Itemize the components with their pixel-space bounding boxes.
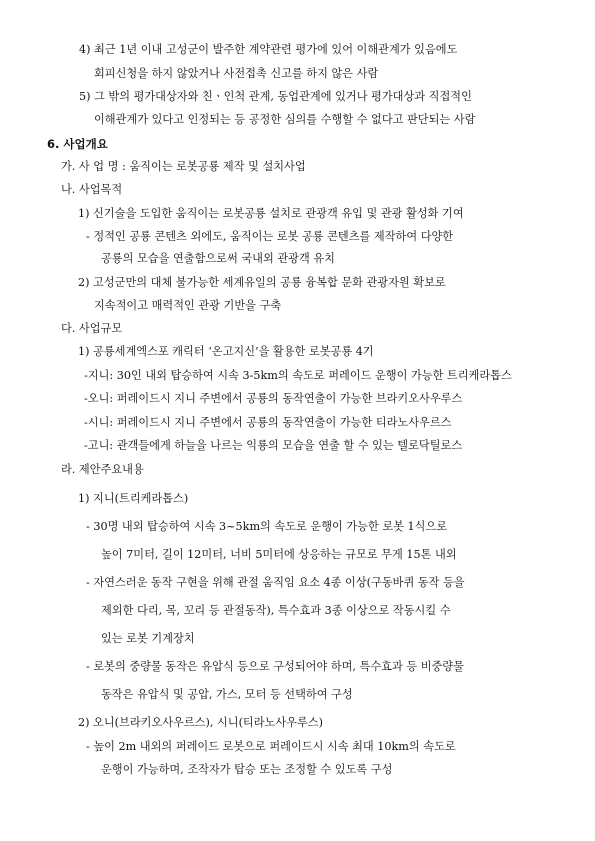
proposal-2-a-line-1: - 높이 2m 내외의 퍼레이드 로봇으로 퍼레이드시 시속 최대 10km의 속도로 <box>86 740 456 753</box>
purpose-1-detail-line-1: - 정적인 공룡 콘텐츠 외에도, 움직이는 로봇 공룡 콘텐츠를 제작하여 다양한 <box>86 230 454 243</box>
scale-sini: -시니: 퍼레이드시 지니 주변에서 공룡의 동작연출이 가능한 티라노사우르스 <box>84 416 452 429</box>
purpose-2-line-1: 2) 고성군만의 대체 불가능한 세계유일의 공룡 융복합 문화 관광자원 확보로 <box>78 276 446 289</box>
section-6-heading: 6. 사업개요 <box>47 137 108 151</box>
purpose-1-detail-line-2: 공룡의 모습을 연출함으로써 국내외 관광객 유치 <box>101 252 335 265</box>
purpose-heading: 나. 사업목적 <box>61 183 123 196</box>
criterion-5-line-2: 이해관계가 있다고 인정되는 등 공정한 심의를 수행할 수 없다고 판단되는 사람 <box>94 113 476 126</box>
proposal-1-b-line-2: 제외한 다리, 목, 꼬리 등 관절동작), 특수효과 3종 이상으로 작동시킬 수 <box>101 604 451 617</box>
purpose-2-line-2: 지속적이고 매력적인 관광 기반을 구축 <box>94 299 282 312</box>
proposal-1-a-line-2: 높이 7미터, 길이 12미터, 너비 5미터에 상응하는 규모로 무게 15톤 내외 <box>101 548 457 561</box>
proposal-2-title: 2) 오니(브라키오사우르스), 시니(티라노사우루스) <box>78 716 323 729</box>
proposal-heading: 라. 제안주요내용 <box>61 463 144 476</box>
proposal-1-c-line-2: 동작은 유압식 및 공압, 가스, 모터 등 선택하여 구성 <box>101 688 353 701</box>
criterion-4-line-1: 4) 최근 1년 이내 고성군이 발주한 계약관련 평가에 있어 이해관계가 있음에도 <box>79 43 458 56</box>
scale-oni: -오니: 퍼레이드시 지니 주변에서 공룡의 동작연출이 가능한 브라키오사우루스 <box>84 392 463 405</box>
criterion-5-line-1: 5) 그 밖의 평가대상자와 친ㆍ인척 관계, 동업관계에 있거나 평가대상과 직접적인 <box>79 90 472 103</box>
proposal-1-b-line-1: - 자연스러운 동작 구현을 위해 관절 움직임 요소 4종 이상(구동바퀴 동작 등을 <box>86 576 465 589</box>
scale-goni: -고니: 관객들에게 하늘을 나르는 익룡의 모습을 연출 할 수 있는 텔로닥틸로스 <box>84 439 463 452</box>
purpose-1-line-1: 1) 신기술을 도입한 움직이는 로봇공룡 설치로 관광객 유입 및 관광 활성화 기여 <box>78 207 464 220</box>
criterion-4-line-2: 회피신청을 하지 않았거나 사전접촉 신고를 하지 않은 사람 <box>94 67 379 80</box>
scale-1: 1) 공룡세계엑스포 캐릭터 ‘온고지신’을 활용한 로봇공룡 4기 <box>78 345 374 358</box>
proposal-2-a-line-2: 운행이 가능하며, 조작자가 탑승 또는 조정할 수 있도록 구성 <box>101 763 393 776</box>
proposal-1-c-line-1: - 로봇의 중량물 동작은 유압식 등으로 구성되어야 하며, 특수효과 등 비중량물 <box>86 660 464 673</box>
project-name: 가. 사 업 명 : 움직이는 로봇공룡 제작 및 설치사업 <box>61 160 306 173</box>
proposal-1-title: 1) 지니(트리케라톱스) <box>78 492 189 505</box>
proposal-1-a-line-1: - 30명 내외 탑승하여 시속 3~5km의 속도로 운행이 가능한 로봇 1식으로 <box>86 520 448 533</box>
scale-jini: -지니: 30인 내외 탑승하여 시속 3-5km의 속도로 퍼레이드 운행이 가능한 트리케라톱스 <box>84 369 512 382</box>
proposal-1-b-line-3: 있는 로봇 기계장치 <box>101 632 195 645</box>
scale-heading: 다. 사업규모 <box>61 322 123 335</box>
